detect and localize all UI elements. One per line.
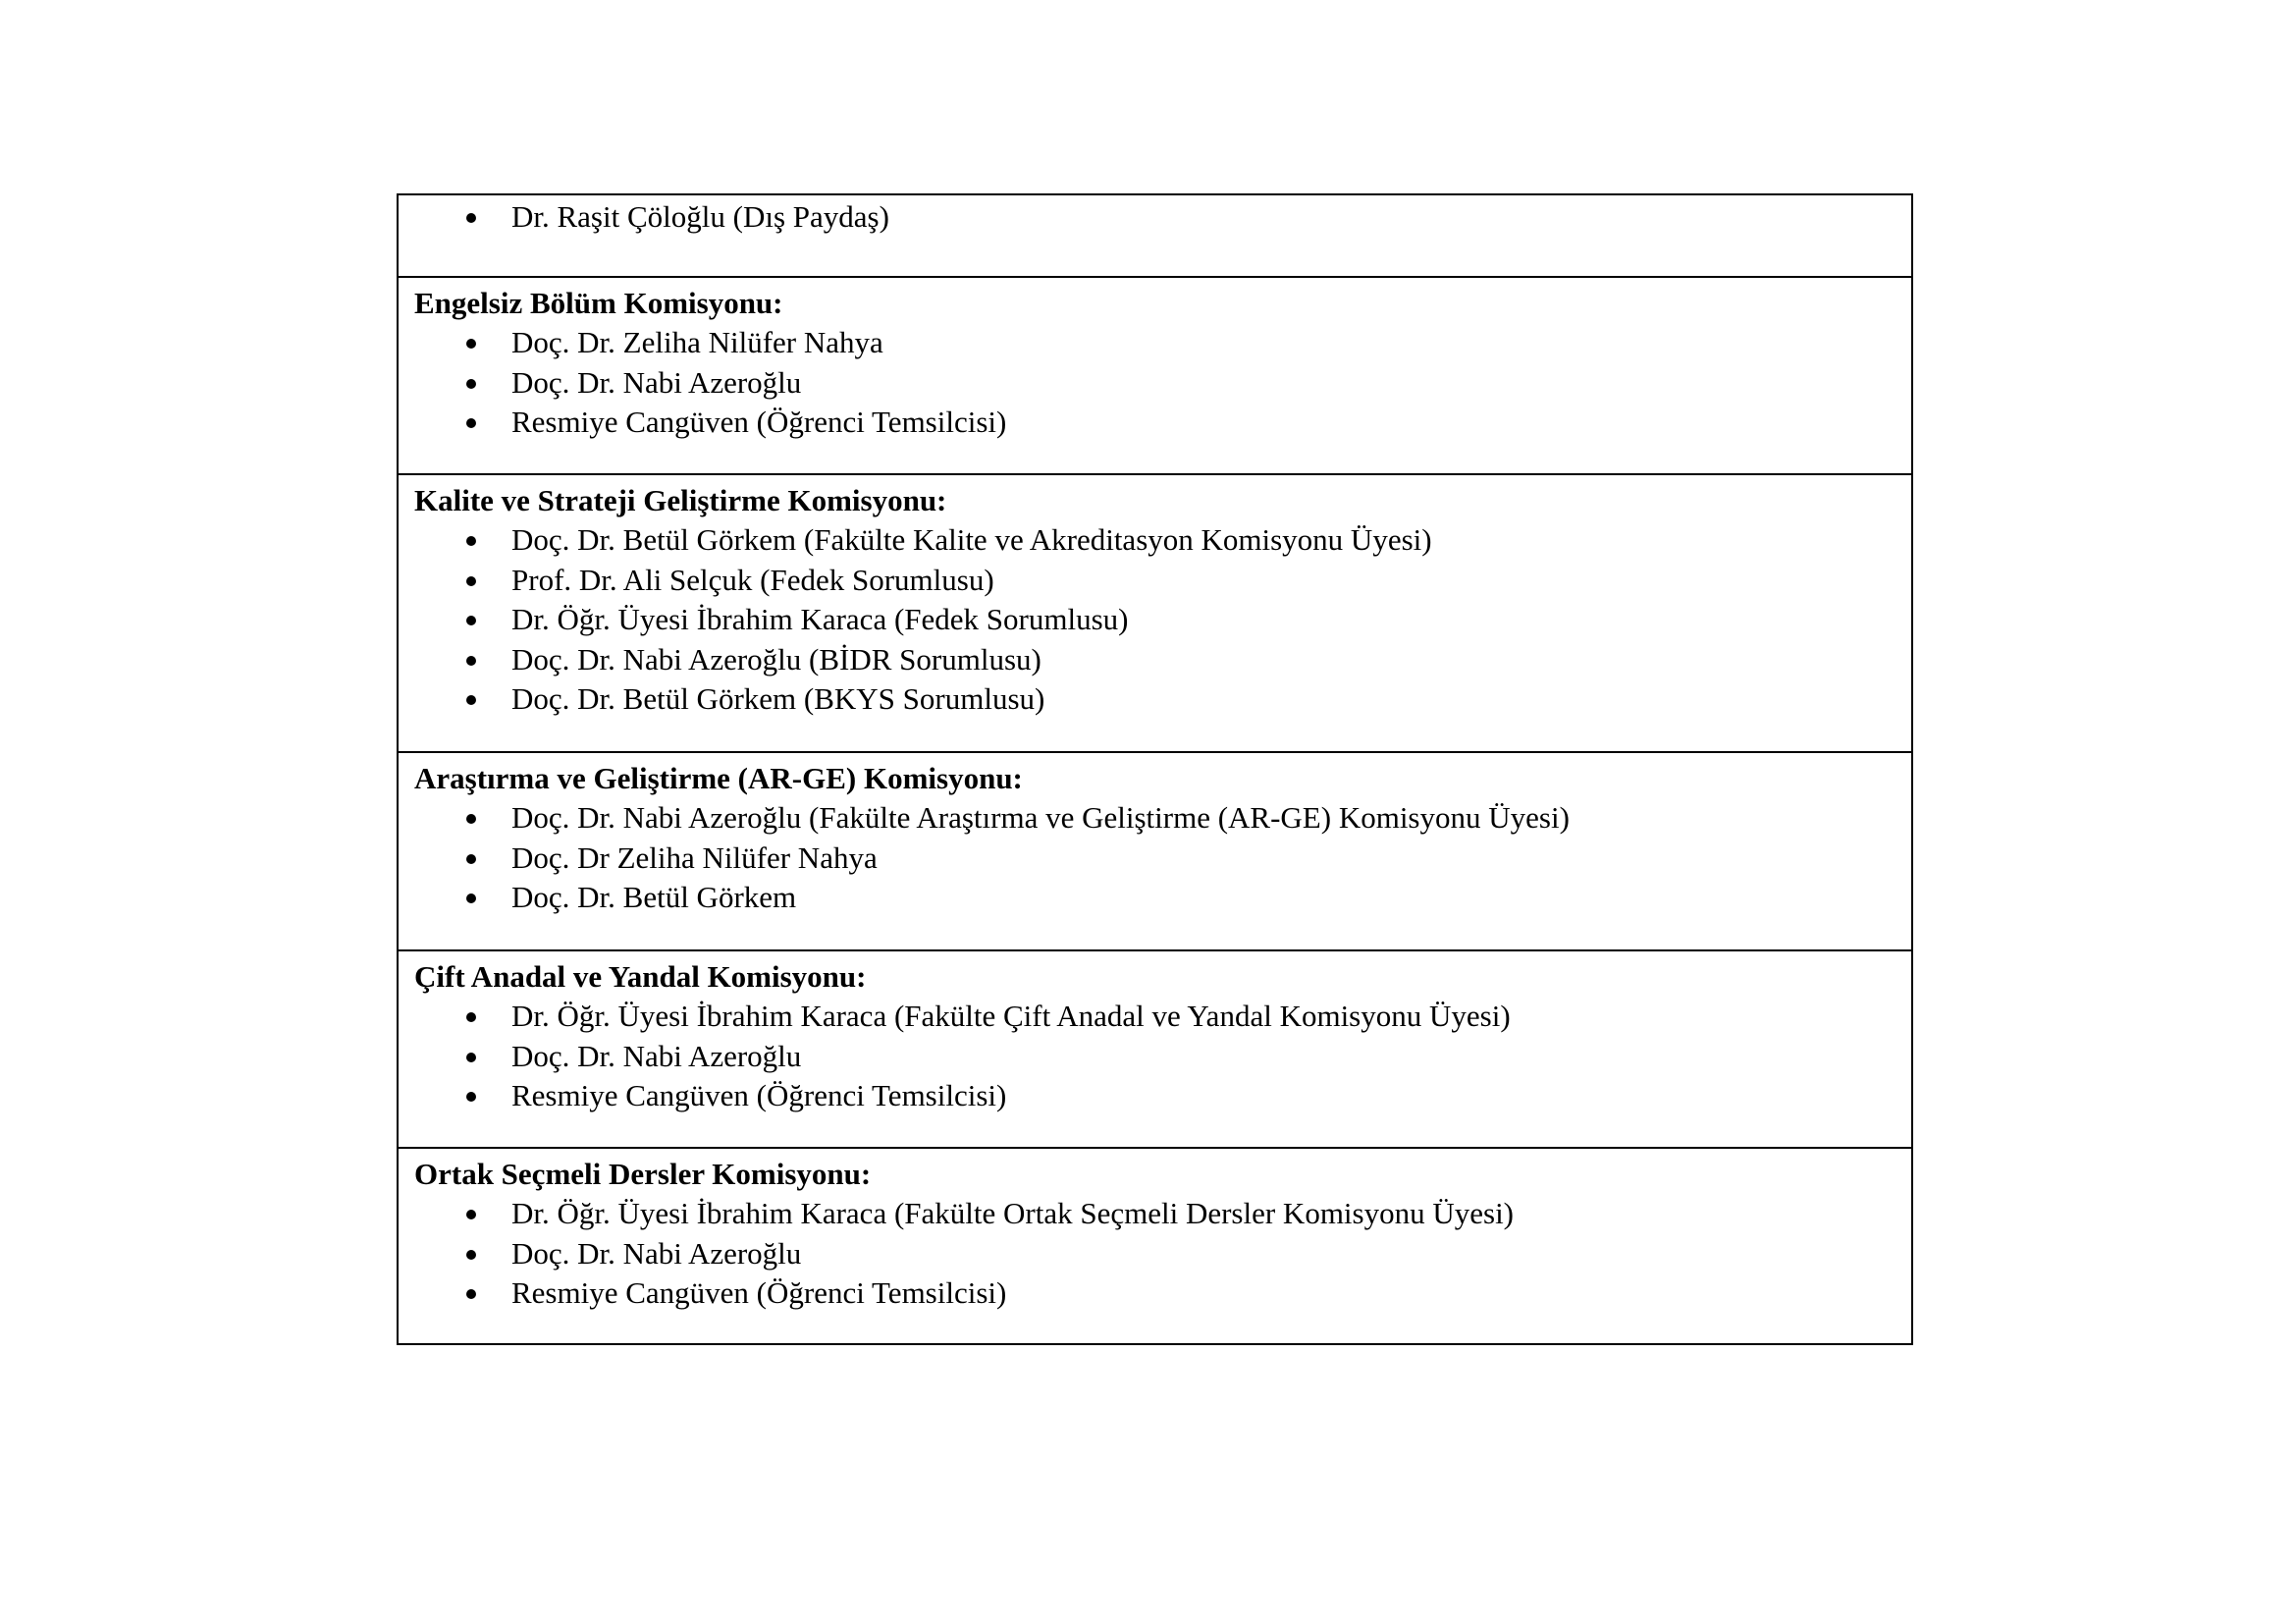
list-item bbox=[414, 1076, 1896, 1116]
commission-table bbox=[397, 193, 1913, 1345]
section-title: Engelsiz Bölüm Komisyonu: bbox=[414, 286, 783, 320]
section-ortak-secmeli bbox=[399, 1147, 1911, 1343]
member-name: Doç. Dr. Nabi Azeroğlu bbox=[511, 364, 802, 400]
section-title: Araştırma ve Geliştirme (AR-GE) Komisyonu: bbox=[414, 761, 1023, 795]
list-item bbox=[414, 997, 1896, 1037]
member-list bbox=[414, 323, 1896, 443]
list-item bbox=[414, 839, 1896, 879]
list-item bbox=[414, 679, 1896, 720]
bullet-icon bbox=[466, 814, 476, 824]
list-item bbox=[414, 1037, 1896, 1077]
member-list bbox=[414, 520, 1896, 720]
bullet-icon bbox=[466, 1092, 476, 1102]
bullet-icon bbox=[466, 213, 476, 223]
member-name: Doç. Dr. Betül Görkem (Fakülte Kalite ve Akreditasyon Komisyonu Üyesi) bbox=[511, 522, 1432, 557]
list-item bbox=[414, 640, 1896, 680]
bullet-icon bbox=[466, 418, 476, 428]
bullet-icon bbox=[466, 616, 476, 625]
member-name: Doç. Dr Zeliha Nilüfer Nahya bbox=[511, 839, 878, 875]
bullet-icon bbox=[466, 1210, 476, 1219]
bullet-icon bbox=[466, 893, 476, 903]
section-continued bbox=[399, 195, 1911, 276]
member-name: Prof. Dr. Ali Selçuk (Fedek Sorumlusu) bbox=[511, 562, 994, 597]
member-name: Dr. Öğr. Üyesi İbrahim Karaca (Fakülte Çift Anadal ve Yandal Komisyonu Üyesi) bbox=[511, 999, 1511, 1033]
member-list bbox=[414, 1194, 1896, 1314]
member-list bbox=[414, 798, 1896, 918]
bullet-icon bbox=[466, 536, 476, 546]
list-item bbox=[414, 363, 1896, 404]
member-list bbox=[414, 997, 1896, 1116]
member-name: Dr. Öğr. Üyesi İbrahim Karaca (Fedek Sorumlusu) bbox=[511, 602, 1129, 636]
member-name: Doç. Dr. Nabi Azeroğlu bbox=[511, 1038, 802, 1073]
bullet-icon bbox=[466, 695, 476, 705]
bullet-icon bbox=[466, 854, 476, 864]
section-title: Ortak Seçmeli Dersler Komisyonu: bbox=[414, 1157, 872, 1191]
member-name: Doç. Dr. Nabi Azeroğlu bbox=[511, 1235, 802, 1271]
bullet-icon bbox=[466, 1289, 476, 1299]
section-kalite-strateji bbox=[399, 473, 1911, 751]
member-name: Doç. Dr. Zeliha Nilüfer Nahya bbox=[511, 325, 883, 359]
list-item bbox=[414, 520, 1896, 561]
member-name: Doç. Dr. Nabi Azeroğlu (Fakülte Araştırma ve Geliştirme (AR-GE) Komisyonu Üyesi) bbox=[511, 800, 1570, 835]
list-item bbox=[414, 878, 1896, 918]
list-item bbox=[414, 197, 1896, 238]
list-item bbox=[414, 403, 1896, 443]
section-arge bbox=[399, 751, 1911, 949]
list-item bbox=[414, 323, 1896, 363]
list-item bbox=[414, 1273, 1896, 1314]
member-list bbox=[414, 197, 1896, 238]
list-item bbox=[414, 1234, 1896, 1274]
member-name: Resmiye Cangüven (Öğrenci Temsilcisi) bbox=[511, 1275, 1007, 1310]
member-name: Resmiye Cangüven (Öğrenci Temsilcisi) bbox=[511, 1078, 1007, 1112]
bullet-icon bbox=[466, 379, 476, 389]
bullet-icon bbox=[466, 1053, 476, 1062]
section-cift-anadal-yandal bbox=[399, 949, 1911, 1147]
bullet-icon bbox=[466, 1250, 476, 1260]
section-engelsiz-bolum bbox=[399, 276, 1911, 473]
member-name: Doç. Dr. Betül Görkem bbox=[511, 880, 797, 914]
list-item bbox=[414, 1194, 1896, 1234]
member-name: Resmiye Cangüven (Öğrenci Temsilcisi) bbox=[511, 405, 1007, 439]
list-item bbox=[414, 798, 1896, 839]
member-name: Doç. Dr. Betül Görkem (BKYS Sorumlusu) bbox=[511, 681, 1045, 716]
section-title: Çift Anadal ve Yandal Komisyonu: bbox=[414, 959, 867, 994]
bullet-icon bbox=[466, 656, 476, 666]
list-item bbox=[414, 561, 1896, 601]
section-title: Kalite ve Strateji Geliştirme Komisyonu: bbox=[414, 483, 947, 517]
bullet-icon bbox=[466, 576, 476, 586]
bullet-icon bbox=[466, 339, 476, 349]
list-item bbox=[414, 600, 1896, 640]
member-name: Dr. Raşit Çöloğlu (Dış Paydaş) bbox=[511, 199, 889, 234]
bullet-icon bbox=[466, 1012, 476, 1022]
member-name: Dr. Öğr. Üyesi İbrahim Karaca (Fakülte Ortak Seçmeli Dersler Komisyonu Üyesi) bbox=[511, 1196, 1515, 1230]
member-name: Doç. Dr. Nabi Azeroğlu (BİDR Sorumlusu) bbox=[511, 641, 1041, 677]
